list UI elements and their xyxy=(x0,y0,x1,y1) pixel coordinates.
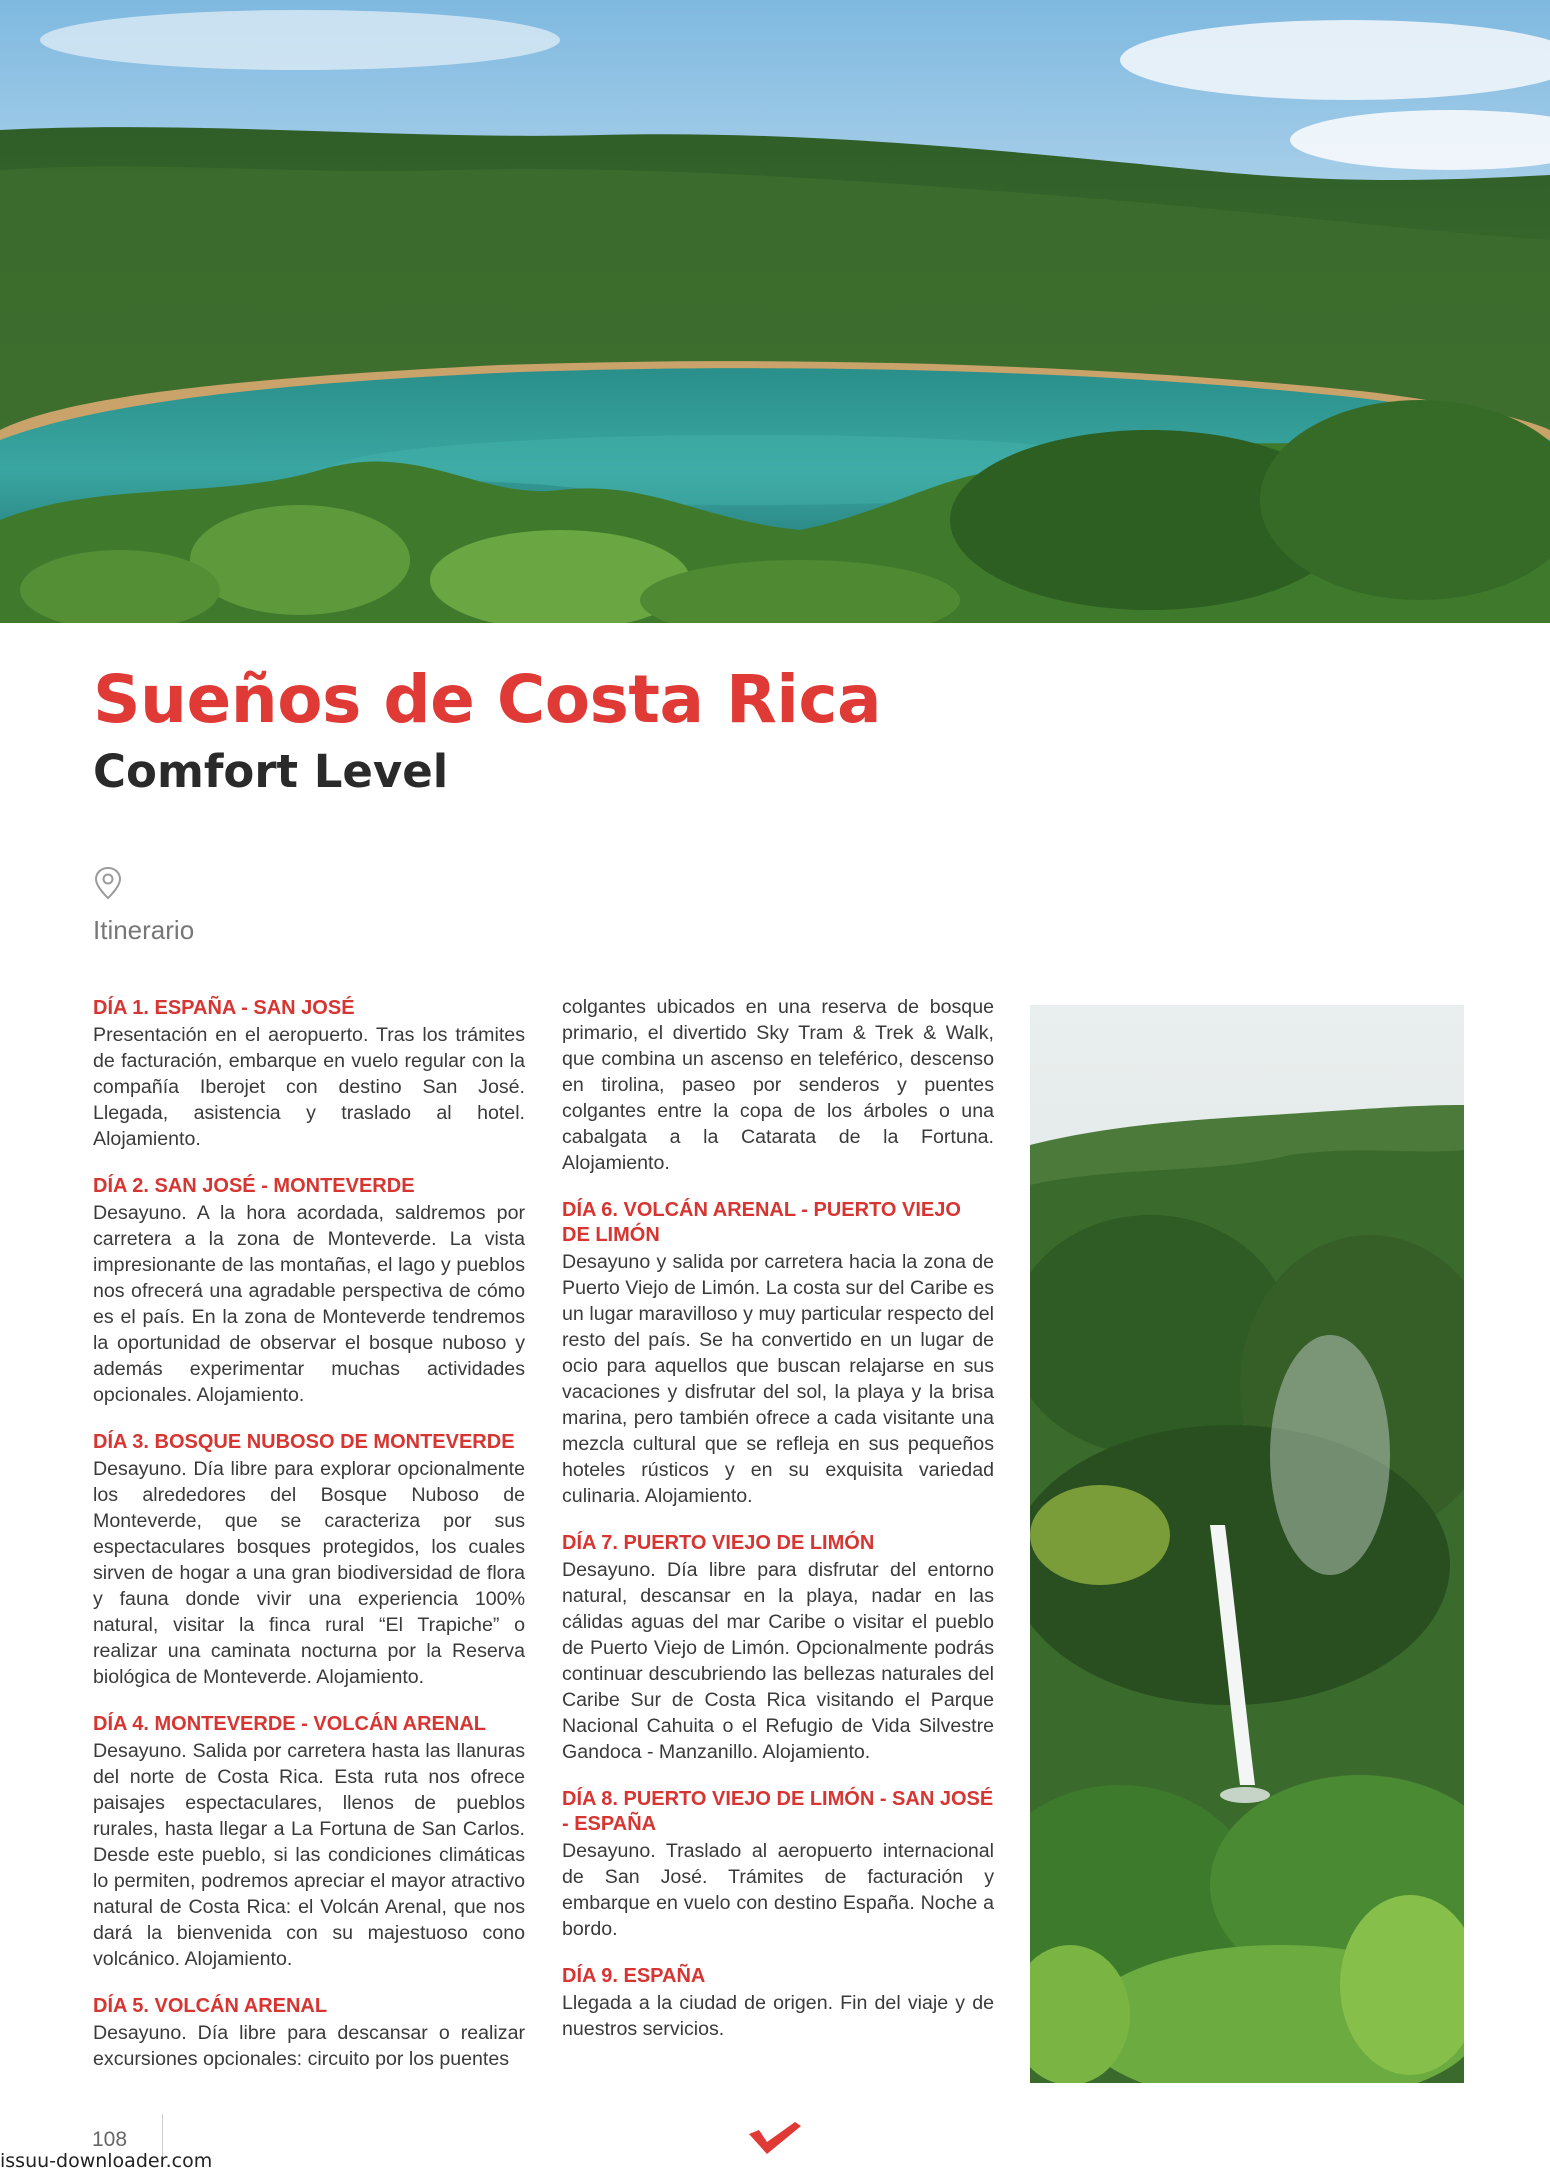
side-image-waterfall xyxy=(1030,1005,1464,2083)
day-text: Desayuno. Día libre para descansar o realizar excursiones opcionales: circuito por los puentes xyxy=(93,2022,525,2070)
page-number: 108 xyxy=(92,2128,128,2151)
day-title: DÍA 8. PUERTO VIEJO DE LIMÓN - SAN JOSÉ - ESPAÑA xyxy=(562,1788,994,1835)
day-text: Desayuno. Traslado al aeropuerto internacional de San José. Trámites de facturación y embarque en vuelo con destino España. Noche a bordo. xyxy=(562,1840,994,1940)
itinerary-column-left xyxy=(93,996,525,2094)
title-block xyxy=(93,660,881,802)
page-title: Sueños de Costa Rica xyxy=(93,661,882,738)
itinerary-column-right xyxy=(562,996,994,2064)
location-pin-icon xyxy=(93,866,123,900)
itinerary-day-2 xyxy=(93,1174,525,1408)
hero-image-illustration xyxy=(0,0,1550,623)
day-title: DÍA 1. ESPAÑA - SAN JOSÉ xyxy=(93,997,355,1019)
itinerary-day-8 xyxy=(562,1787,994,1942)
waterfall-illustration xyxy=(1030,1005,1464,2083)
section-label-text: Itinerario xyxy=(93,915,195,945)
day-title: DÍA 7. PUERTO VIEJO DE LIMÓN xyxy=(562,1532,875,1554)
itinerary-day-5-continued xyxy=(562,994,994,1176)
day-text: Desayuno y salida por carretera hacia la zona de Puerto Viejo de Limón. La costa sur del Caribe es un lugar maravilloso y muy particular respecto del resto del país. Se ha convertido en un lugar de ocio para aquellos que buscan relajarse en sus vacaciones y disfrutar del sol, la playa y la brisa marina, pero también ofrece a cada visitante una mezcla cultural que se refleja en sus pequeños hoteles rústicos y en su exquisita variedad culinaria. Alojamiento. xyxy=(562,1251,994,1507)
day-title: DÍA 9. ESPAÑA xyxy=(562,1965,706,1987)
itinerary-day-1 xyxy=(93,996,525,1152)
day-text: colgantes ubicados en una reserva de bosque primario, el divertido Sky Tram & Trek & Walk, que combina un ascenso en teleférico, descenso en tirolina, paseo por senderos y puentes colgantes entre la copa de los árboles o una cabalgata a la Catarata de la Fortuna. Alojamiento. xyxy=(562,996,994,1174)
watermark-text: issuu-downloader.com xyxy=(0,2150,213,2172)
day-text: Presentación en el aeropuerto. Tras los trámites de facturación, embarque en vuelo regular con la compañía Iberojet con destino San José. Llegada, asistencia y traslado al hotel. Alojamiento. xyxy=(93,1024,525,1150)
day-title: DÍA 6. VOLCÁN ARENAL - PUERTO VIEJO DE LIMÓN xyxy=(562,1199,961,1246)
itinerary-day-4 xyxy=(93,1712,525,1972)
checkmark-logo-icon xyxy=(745,2118,805,2163)
itinerary-day-7 xyxy=(562,1531,994,1765)
day-title: DÍA 2. SAN JOSÉ - MONTEVERDE xyxy=(93,1175,415,1197)
hero-image-crater-lake xyxy=(0,0,1550,623)
day-text: Llegada a la ciudad de origen. Fin del viaje y de nuestros servicios. xyxy=(562,1992,994,2040)
itinerary-day-3 xyxy=(93,1430,525,1690)
itinerary-day-6 xyxy=(562,1198,994,1509)
day-text: Desayuno. Día libre para disfrutar del entorno natural, descansar en la playa, nadar en las cálidas aguas del mar Caribe o visitar el pueblo de Puerto Viejo de Limón. Opcionalmente podrás continuar descubriendo las bellezas naturales del Caribe Sur de Costa Rica visitando el Parque Nacional Cahuita o el Refugio de Vida Silvestre Gandoca - Manzanillo. Alojamiento. xyxy=(562,1559,994,1763)
day-title: DÍA 5. VOLCÁN ARENAL xyxy=(93,1995,328,2017)
itinerary-day-5 xyxy=(93,1994,525,2072)
brand-logo-mark xyxy=(745,2118,805,2158)
day-text: Desayuno. Salida por carretera hasta las llanuras del norte de Costa Rica. Esta ruta nos ofrece paisajes espectaculares, llenos de pueblos rurales, hasta llegar a La Fortuna de San Carlos. Desde este pueblo, si las condiciones climáticas lo permiten, podremos apreciar el mayor atractivo natural de Costa Rica: el Volcán Arenal, que nos dará la bienvenida con su majestuoso cono volcánico. Alojamiento. xyxy=(93,1740,525,1970)
day-title: DÍA 3. BOSQUE NUBOSO DE MONTEVERDE xyxy=(93,1431,515,1453)
day-text: Desayuno. A la hora acordada, saldremos por carretera a la zona de Monteverde. La vista impresionante de las montañas, el lago y pueblos nos ofrecerá una agradable perspectiva de cómo es el país. En la zona de Monteverde tendremos la oportunidad de observar el bosque nuboso y además experimentar muchas actividades opcionales. Alojamiento. xyxy=(93,1202,525,1406)
day-title: DÍA 4. MONTEVERDE - VOLCÁN ARENAL xyxy=(93,1713,486,1735)
page-subtitle: Comfort Level xyxy=(93,745,449,798)
itinerary-day-9 xyxy=(562,1964,994,2042)
section-label-itinerary xyxy=(93,866,194,946)
day-text: Desayuno. Día libre para explorar opcionalmente los alrededores del Bosque Nuboso de Monteverde, que se caracteriza por sus espectaculares bosques protegidos, los cuales sirven de hogar a una gran biodiversidad de flora y fauna donde vivir una experiencia 100% natural, visitar la finca rural “El Trapiche” o realizar una caminata nocturna por la Reserva biológica de Monteverde. Alojamiento. xyxy=(93,1458,525,1688)
